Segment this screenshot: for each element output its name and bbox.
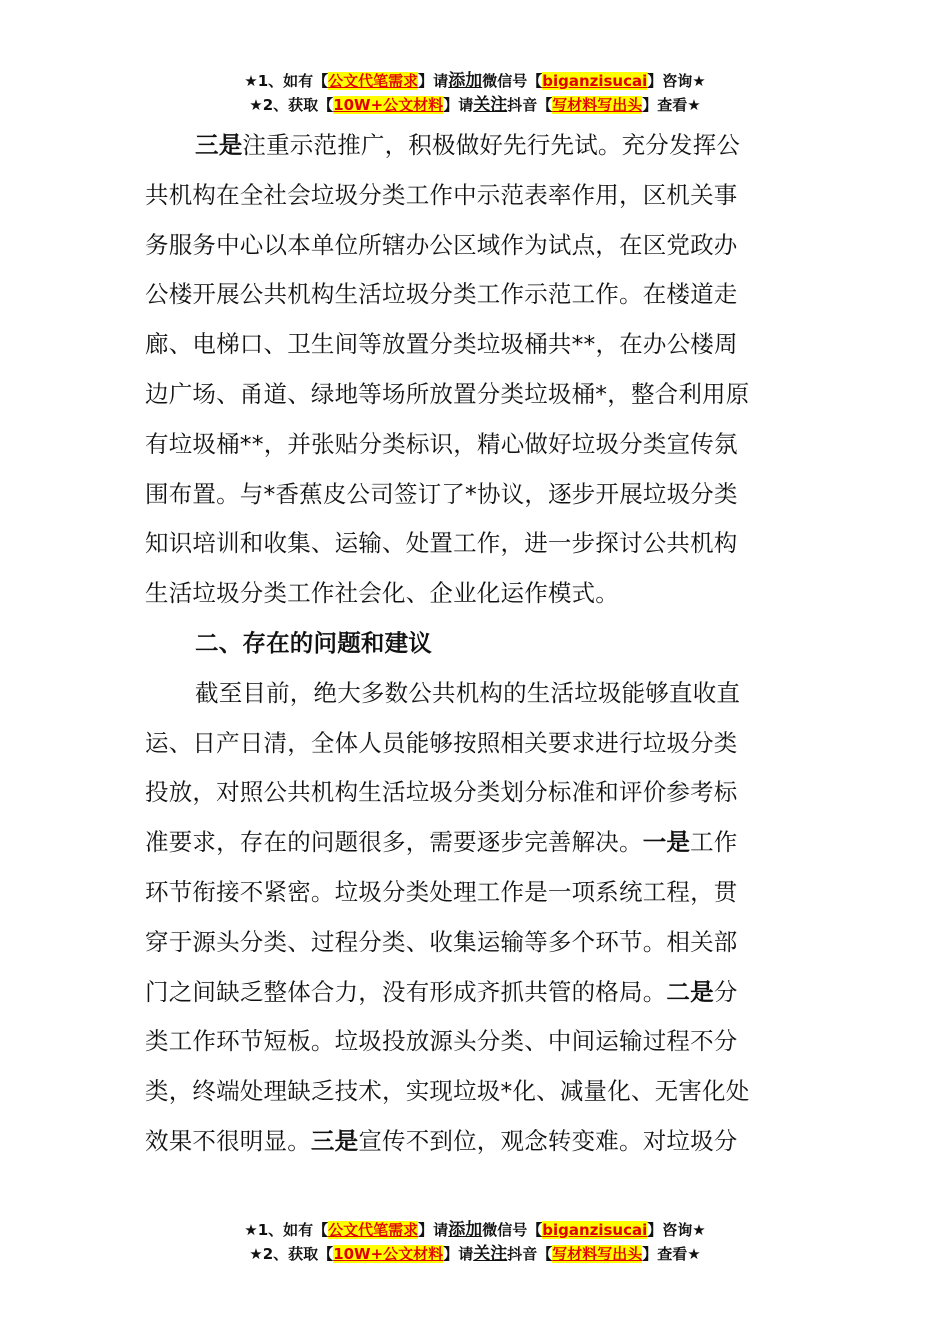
highlighted-text: 公文代笔需求	[328, 72, 419, 90]
body-text: 效果不很明显。	[145, 1127, 311, 1155]
text-line	[145, 1026, 738, 1056]
body-text: 有垃圾桶**，并张贴分类标识，精心做好垃圾分类宣传氛	[145, 429, 738, 458]
highlighted-text: 10W+公文材料	[333, 96, 444, 114]
highlighted-text: biganzisucai	[542, 1221, 648, 1239]
body-text: 穿于源头分类、过程分类、收集运输等多个环节。相关部	[145, 927, 738, 956]
banner-line	[0, 69, 950, 93]
banner-text: 微信号【	[482, 72, 543, 90]
banner-line	[0, 93, 950, 117]
banner-line	[0, 1218, 950, 1242]
body-text: 分	[713, 977, 738, 1006]
banner-text: 抖音【	[507, 96, 553, 114]
body-text: 运、日产日清，全体人员能够按照相关要求进行垃圾分类	[145, 728, 738, 757]
body-text: 准要求，存在的问题很多，需要逐步完善解决。	[145, 828, 643, 857]
text-line	[145, 279, 738, 309]
banner-text: 】咨询★	[647, 1221, 706, 1239]
header-banner	[0, 69, 950, 117]
banner-text: 】请	[418, 1221, 449, 1239]
body-text: 宣传不到位，观念转变难。对垃圾分	[358, 1127, 738, 1155]
text-line	[145, 429, 738, 459]
banner-text: 】查看★	[642, 96, 701, 114]
banner-text: 添加	[448, 1220, 483, 1240]
banner-text: 】查看★	[642, 1245, 701, 1263]
text-line	[145, 180, 738, 210]
text-line	[145, 927, 738, 957]
banner-text: ★2、获取【	[249, 1245, 334, 1263]
body-text: 生活垃圾分类工作社会化、企业化运作模式。	[145, 579, 619, 608]
banner-text: 】请	[443, 1245, 474, 1263]
text-line	[145, 827, 738, 857]
bold-text: 一是	[642, 828, 691, 857]
banner-text: ★1、如有【	[244, 72, 329, 90]
text-line	[145, 1076, 749, 1106]
text-line	[145, 528, 738, 558]
body-text: 投放，对照公共机构生活垃圾分类划分标准和评价参考标	[145, 778, 738, 807]
body-text: 共机构在全社会垃圾分类工作中示范表率作用，区机关事	[145, 180, 738, 209]
banner-line	[0, 1242, 950, 1266]
text-line	[145, 728, 738, 758]
text-line	[145, 777, 738, 807]
body-text: 知识培训和收集、运输、处置工作，进一步探讨公共机构	[145, 529, 738, 558]
highlighted-text: 写材料写出头	[552, 96, 643, 114]
text-line	[145, 379, 749, 409]
banner-text: 抖音【	[507, 1245, 553, 1263]
body-text: 环节衔接不紧密。垃圾分类处理工作是一项系统工程，贯	[145, 878, 738, 906]
banner-text: 】请	[418, 72, 449, 90]
banner-text: 微信号【	[482, 1221, 543, 1239]
footer-banner	[0, 1218, 950, 1266]
body-text: 类，终端处理缺乏技术，实现垃圾*化、减量化、无害化处	[145, 1077, 750, 1106]
highlighted-text: 公文代笔需求	[328, 1221, 419, 1239]
banner-text: ★1、如有【	[244, 1221, 329, 1239]
body-text: 廊、电梯口、卫生间等放置分类垃圾桶共**，在办公楼周	[145, 330, 738, 359]
body-text: 公楼开展公共机构生活垃圾分类工作示范工作。在楼道走	[145, 280, 738, 309]
text-line	[145, 479, 738, 509]
bold-text: 三是	[310, 1127, 359, 1155]
text-line	[195, 678, 740, 708]
body-text: 类工作环节短板。垃圾投放源头分类、中间运输过程不分	[145, 1027, 738, 1056]
text-line	[145, 578, 619, 608]
banner-text: 添加	[448, 71, 483, 91]
text-line	[145, 977, 738, 1007]
banner-text: ★2、获取【	[249, 96, 334, 114]
bold-text: 二是	[666, 977, 714, 1006]
highlighted-text: 10W+公文材料	[333, 1245, 444, 1263]
banner-text: 关注	[473, 1244, 508, 1264]
bold-text: 三是	[195, 131, 243, 159]
body-text: 门之间缺乏整体合力，没有形成齐抓共管的格局。	[145, 977, 667, 1006]
text-line	[195, 130, 740, 160]
text-line	[145, 230, 738, 260]
text-line	[145, 877, 738, 907]
body-text: 注重示范推广，积极做好先行先试。充分发挥公	[242, 131, 741, 159]
text-line	[195, 628, 432, 658]
body-text: 务服务中心以本单位所辖办公区域作为试点，在区党政办	[145, 230, 738, 259]
highlighted-text: biganzisucai	[542, 72, 648, 90]
text-line	[145, 1126, 738, 1156]
banner-text: 】请	[443, 96, 474, 114]
body-text: 截至目前，绝大多数公共机构的生活垃圾能够直收直	[195, 678, 741, 707]
banner-text: 关注	[473, 95, 508, 115]
text-line	[145, 329, 738, 359]
bold-text: 二、存在的问题和建议	[195, 629, 432, 657]
body-text: 边广场、甬道、绿地等场所放置分类垃圾桶*，整合利用原	[145, 380, 750, 408]
body-text: 工作	[690, 828, 738, 857]
highlighted-text: 写材料写出头	[552, 1245, 643, 1263]
banner-text: 】咨询★	[647, 72, 706, 90]
body-text: 围布置。与*香蕉皮公司签订了*协议，逐步开展垃圾分类	[145, 479, 738, 508]
